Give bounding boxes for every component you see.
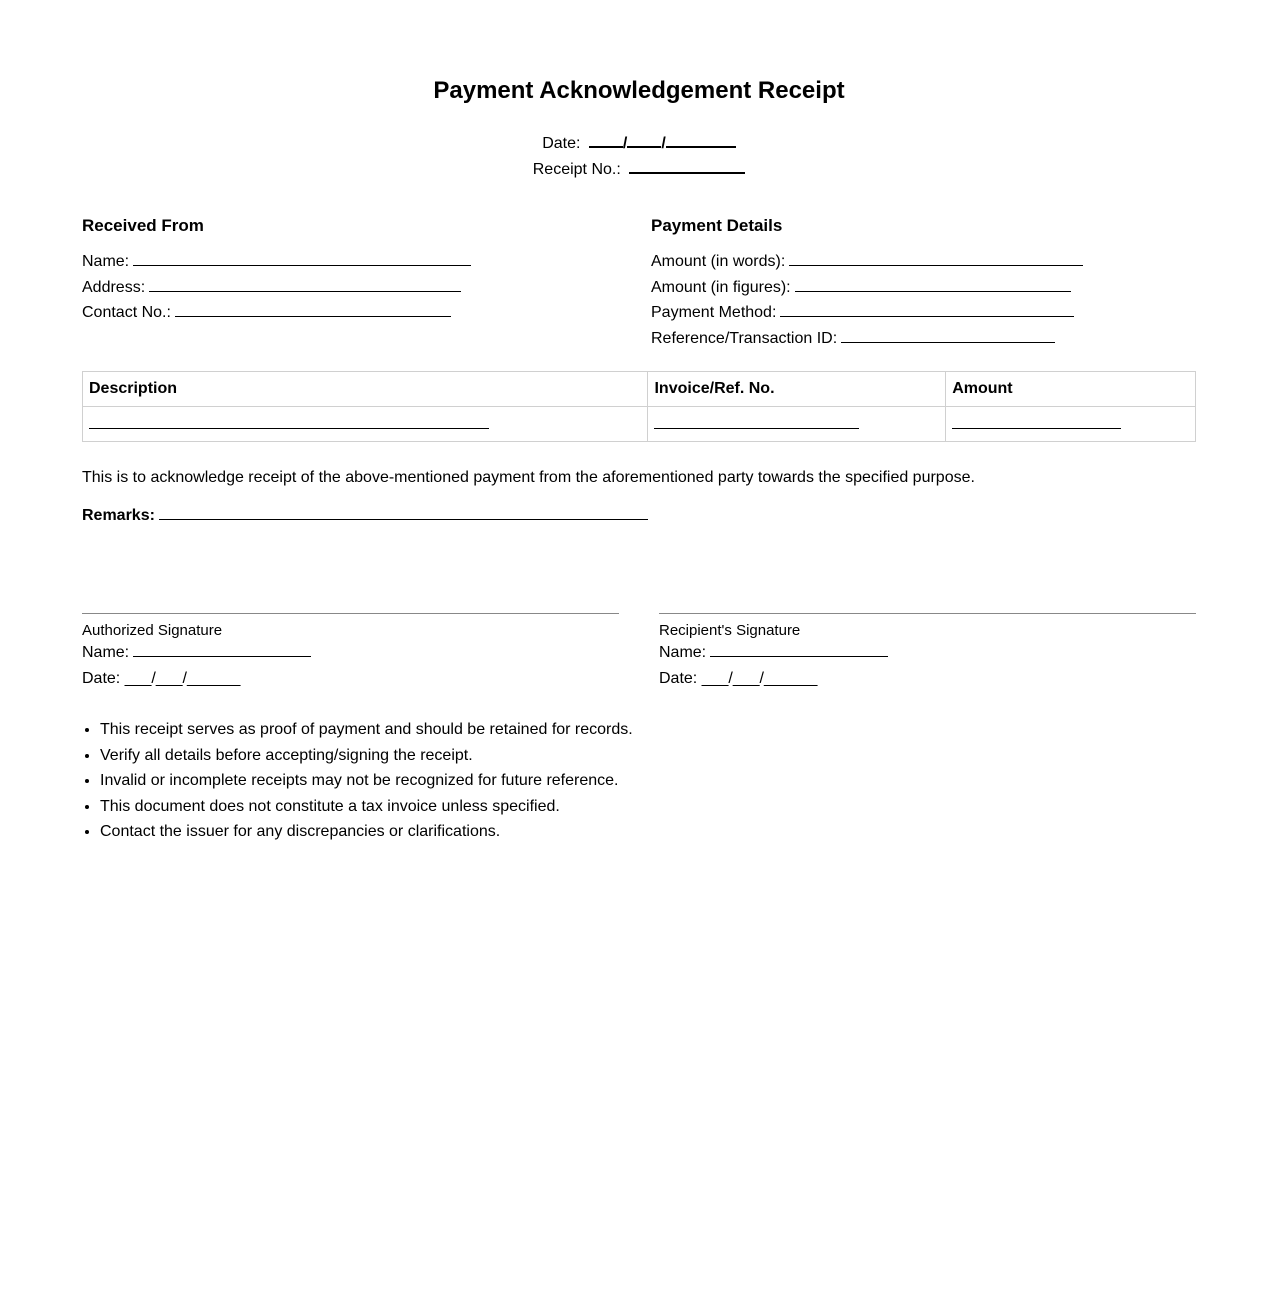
payment-method-label: Payment Method: (651, 304, 777, 321)
reference-id-blank[interactable] (841, 328, 1055, 343)
amount-words-field (651, 249, 1196, 275)
table-header-row (83, 372, 1196, 407)
recipient-date-blank[interactable]: ___/___/______ (701, 669, 818, 687)
list-item: • Invalid or incomplete receipts may not be recognized for future reference. (100, 768, 633, 794)
date-separator: / (622, 135, 628, 152)
column-header-invoice-ref: Invoice/Ref. No. (648, 372, 946, 407)
payer-address-label: Address: (82, 278, 146, 296)
date-day-blank[interactable] (589, 132, 623, 148)
amount-figures-field (651, 275, 1196, 301)
payer-name-label: Name: (82, 253, 130, 270)
column-header-amount: Amount (946, 372, 1196, 407)
amount-words-blank[interactable] (789, 251, 1083, 266)
date-label: Date: (542, 135, 581, 152)
receipt-no-blank[interactable] (629, 158, 745, 174)
authorized-signature-block (82, 613, 619, 691)
authorized-date-field (82, 666, 619, 692)
recipient-name-field (659, 640, 1196, 666)
authorized-date-label: Date: (82, 669, 121, 687)
payer-contact-label: Contact No.: (82, 304, 171, 321)
list-item: • This document does not constitute a tax invoice unless specified. (100, 794, 633, 820)
description-cell (83, 407, 648, 442)
remarks-blank[interactable] (159, 505, 648, 520)
payment-details-heading: Payment Details (651, 216, 783, 235)
date-separator: / (661, 135, 666, 152)
invoice-ref-cell (648, 407, 946, 442)
list-item: • This receipt serves as proof of payment and should be retained for records. (100, 717, 633, 743)
authorized-name-blank[interactable] (133, 642, 311, 657)
amount-figures-label: Amount (in figures): (651, 278, 791, 296)
recipient-signature-block (659, 613, 1196, 691)
amount-figures-blank[interactable] (795, 277, 1071, 292)
receipt-notes-list (82, 717, 633, 845)
amount-cell (946, 407, 1196, 442)
authorized-signature-line[interactable] (82, 613, 619, 614)
recipient-date-label: Date: (659, 669, 698, 687)
page-title: Payment Acknowledgement Receipt (433, 77, 845, 104)
authorized-name-label: Name: (82, 644, 130, 661)
date-row (82, 131, 1196, 157)
recipient-date-field (659, 666, 1196, 692)
recipient-name-label: Name: (659, 644, 707, 661)
received-from-heading: Received From (82, 216, 204, 235)
reference-id-label: Reference/Transaction ID: (651, 329, 838, 347)
recipient-signature-caption: Recipient's Signature (659, 622, 801, 639)
authorized-name-field (82, 640, 619, 666)
invoice-ref-blank[interactable] (654, 414, 859, 429)
payer-address-blank[interactable] (149, 277, 461, 292)
remarks-label: Remarks: (82, 507, 155, 524)
received-from-section (82, 215, 622, 326)
recipient-signature-line[interactable] (659, 613, 1196, 614)
amount-words-label: Amount (in words): (651, 253, 786, 270)
payer-contact-field (82, 300, 622, 326)
reference-id-field (651, 326, 1196, 352)
remarks-field (82, 505, 648, 527)
description-blank[interactable] (89, 414, 489, 429)
list-item: • Verify all details before accepting/signing the receipt. (100, 743, 633, 769)
payment-method-field (651, 300, 1196, 326)
receipt-no-label: Receipt No.: (532, 161, 621, 178)
payment-details-section (651, 215, 1196, 351)
payer-name-blank[interactable] (133, 251, 471, 266)
amount-blank[interactable] (952, 414, 1121, 429)
authorized-signature-caption: Authorized Signature (82, 622, 223, 639)
payment-items-table (82, 371, 1196, 442)
column-header-description: Description (83, 372, 648, 407)
payer-name-field (82, 249, 622, 275)
date-year-blank[interactable] (666, 132, 736, 148)
acknowledgement-text: This is to acknowledge receipt of the above-mentioned payment from the aforementioned party towards the specified purpose. (82, 469, 975, 486)
receipt-no-row (82, 157, 1196, 183)
authorized-date-blank[interactable]: ___/___/______ (124, 669, 241, 687)
recipient-name-blank[interactable] (710, 642, 888, 657)
list-item: • Contact the issuer for any discrepancies or clarifications. (100, 819, 633, 845)
receipt-meta (82, 131, 1196, 183)
payer-contact-blank[interactable] (175, 302, 451, 317)
date-month-blank[interactable] (627, 132, 661, 148)
table-row (83, 407, 1196, 442)
payment-method-blank[interactable] (780, 302, 1074, 317)
payer-address-field (82, 275, 622, 301)
